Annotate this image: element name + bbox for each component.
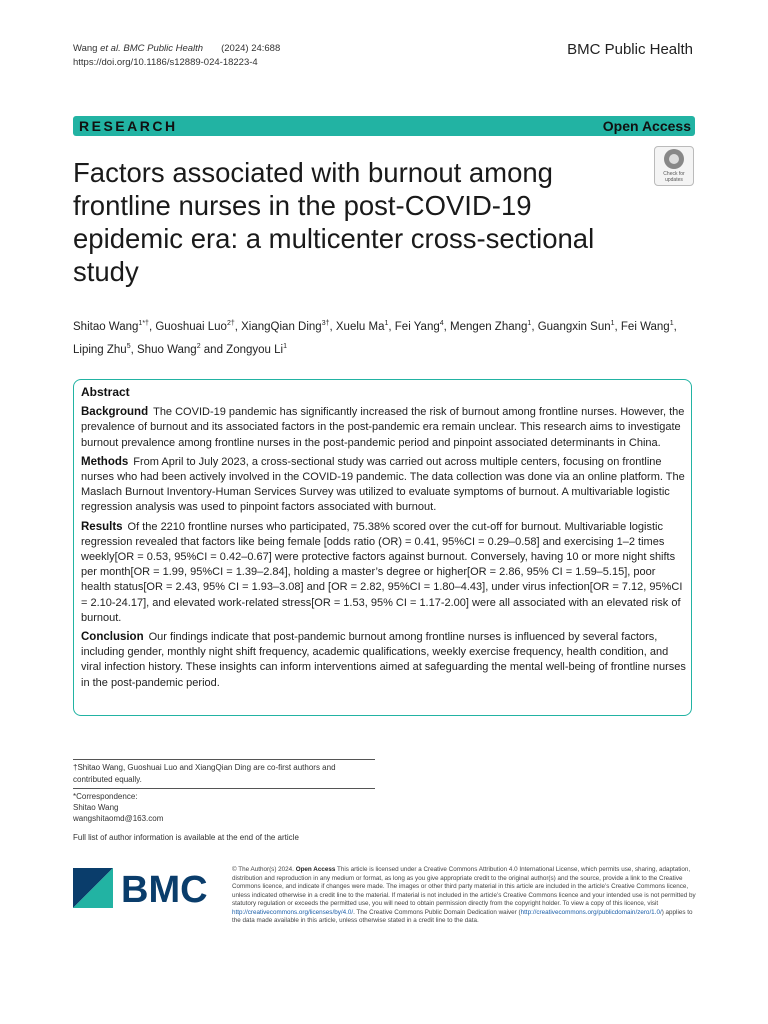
abstract-heading: Abstract <box>81 385 130 399</box>
author <box>73 344 131 356</box>
doi-link[interactable]: https://doi.org/10.1186/s12889-024-18223-4 <box>73 57 258 68</box>
abstract-methods <box>81 455 687 516</box>
correspondence-divider <box>73 788 375 789</box>
author <box>336 321 389 333</box>
results-label: Results <box>81 520 123 533</box>
author <box>155 321 234 333</box>
conclusion-label: Conclusion <box>81 631 144 644</box>
abstract-results <box>81 520 687 626</box>
author-affiliation: 5 <box>126 342 131 350</box>
correspondence-email[interactable]: wangshitaomd@163.com <box>73 814 164 823</box>
open-access-label: Open Access <box>602 118 691 134</box>
background-text: The COVID-19 pandemic has significantly increased the risk of burnout among frontline nurses. However, the prevalence of burnout and its associated factors in the post-pandemic era remain unclear. This research aims to investigate burnout prevalence among frontline nurses in the post-pandemic period and pinpoint associated determinants in China. <box>81 406 685 449</box>
background-label: Background <box>81 406 149 419</box>
author-name: Fei Yang <box>394 320 440 333</box>
conclusion-text: Our findings indicate that post-pandemic burnout among frontline nurses is influenced by several factors, including gender, monthly night shift frequency, academic qualifications, weekly exercise frequency, health condition, and viral infection history. These insights can inform interventions aimed at safeguarding the mental well-being of frontline nurses in the post-pandemic period. <box>81 631 686 689</box>
citation-year: (2024) 24:688 <box>221 43 281 54</box>
footnote-divider <box>73 759 375 760</box>
author-affiliation: 1 <box>669 320 674 327</box>
author-affiliation: 2† <box>226 320 235 327</box>
author-info-note: Full list of author information is available at the end of the article <box>73 833 299 842</box>
abstract-background <box>81 405 687 451</box>
author <box>395 321 444 333</box>
check-for-updates-button[interactable] <box>654 146 694 186</box>
author-name: Xuelu Ma <box>335 320 385 333</box>
methods-label: Methods <box>81 455 129 468</box>
cc-zero-link[interactable]: http://creativecommons.org/publicdomain/zero/1.0/ <box>520 908 662 916</box>
article-title: Factors associated with burnout among frontline nurses in the post-COVID-19 epidemic era: a multicenter cross-sectional study <box>73 157 595 287</box>
author-name: Zongyou Li <box>226 343 284 356</box>
author-affiliation: 1 <box>527 320 532 327</box>
license-oa-label: Open Access <box>295 866 336 873</box>
author-name: Shuo Wang <box>137 343 197 356</box>
author <box>450 321 531 333</box>
correspondence <box>73 791 373 824</box>
bmc-logo <box>73 866 223 910</box>
abstract-conclusion <box>81 630 687 691</box>
author-affiliation: 1 <box>610 320 615 327</box>
author-name: XiangQian Ding <box>241 320 322 333</box>
author-name: Guoshuai Luo <box>155 320 227 333</box>
update-check-icon <box>664 149 684 169</box>
author-name: Shitao Wang <box>73 320 139 333</box>
author <box>73 321 149 333</box>
citation-authors: Wang <box>73 43 98 54</box>
author-affiliation: 1 <box>384 320 389 327</box>
author-affiliation: 1 <box>283 342 287 350</box>
abstract <box>81 385 687 695</box>
cc-by-link[interactable]: http://creativecommons.org/licenses/by/4.0/ <box>232 908 354 916</box>
author-name: Guangxin Sun <box>537 320 611 333</box>
citation-etal: et al. <box>100 43 121 54</box>
author <box>241 321 329 333</box>
author-affiliation: 3† <box>321 320 330 327</box>
author <box>538 321 615 333</box>
article-type-label: RESEARCH <box>79 118 178 134</box>
author-name: Liping Zhu <box>73 343 127 356</box>
correspondence-name: Shitao Wang <box>73 803 119 812</box>
author-list: Shitao Wang$^{1*\dagger}$, Guoshuai Luo$^{2\dagger}$, XiangQian Ding$^{3\dagger}$, Xuelu Ma$^1$, Fei Yang$^4$, Mengen Zhang$^1$, Guangxin Sun$^1$, Fei Wang$^1$, Liping Zhu$^5$, Shuo Wang$^2$ and Zongyou Li$^1$ <box>73 320 677 356</box>
author-name: Fei Wang <box>620 320 670 333</box>
author <box>621 321 674 333</box>
author-name: Mengen Zhang <box>450 320 528 333</box>
license-body-1: This article is licensed under a Creative Commons Attribution 4.0 International License, which permits use, sharing, adaptation, distribution and reproduction in any medium or format, as long as you give appropriate credit to the original author(s) and the source, provide a link to the Creative Commons licence, and indicate if changes were made. The images or other third party material in this article are included in the article’s Creative Commons licence, unless indicated otherwise in a credit line to the material. If material is not included in the article’s Creative Commons licence and your intended use is not permitted by statutory regulation or exceeds the permitted use, you will need to obtain permission directly from the copyright holder. To view a copy of this licence, visit <box>232 866 696 907</box>
check-updates-label: Check for updates <box>663 171 685 183</box>
correspondence-label: *Correspondence: <box>73 792 138 801</box>
results-text: Of the 2210 frontline nurses who participated, 75.38% scored over the cut-off for burnout. Multivariable logistic regression revealed that factors like being female [odds ratio (OR) = 0.41, 95%CI = 0.29–0.58] and exercising 1–2 times weekly[OR = 0.53, 95%CI = 0.42–0.67] were protective factors against burnout. Conversely, having 10 or more night shifts per month[OR = 1.99, 95%CI = 1.39–2.84], holding a master’s degree or higher[OR = 2.86, 95% CI = 1.59–5.15], poor health status[OR = 2.43, 95% CI = 1.93–3.08] and [OR = 2.82, 95%CI = 1.80–4.43], under virus infection[OR = 7.12, 95%CI = 2.10-24.17], and elevated work-related stress[OR = 1.53, 95% CI = 1.17-2.00] were all associated with an elevated risk of burnout. <box>81 520 683 624</box>
journal-name: BMC Public Health <box>567 41 693 58</box>
cofirst-footnote: †Shitao Wang, Guoshuai Luo and XiangQian Ding are co-first authors and contributed equally. <box>73 763 336 784</box>
author-affiliation: 1*† <box>138 320 149 327</box>
author-affiliation: 2 <box>196 342 201 350</box>
license-body-2: . The Creative Commons Public Domain Dedication waiver ( <box>353 908 521 916</box>
license-text <box>232 866 697 926</box>
citation-journal: BMC Public Health <box>123 43 204 54</box>
license-body-3: ) applies to the data made available in this article, unless otherwise stated in a credit line to the data. <box>232 908 693 924</box>
author <box>137 344 201 356</box>
methods-text: From April to July 2023, a cross-sectional study was carried out across multiple centers, focusing on frontline nurses who had been actively involved in the COVID-19 pandemic. The data collection was done via an online platform. The Maslach Burnout Inventory-Human Services Survey was utilized to evaluate symptoms of burnout. A multivariable logistic regression analysis was used to pinpoint factors associated with burnout. <box>81 455 685 514</box>
copyright: © The Author(s) 2024. <box>232 866 294 873</box>
bmc-logo-text: BMC <box>121 869 208 910</box>
author-affiliation: 4 <box>439 320 444 327</box>
running-header <box>73 42 280 70</box>
author <box>226 344 287 356</box>
